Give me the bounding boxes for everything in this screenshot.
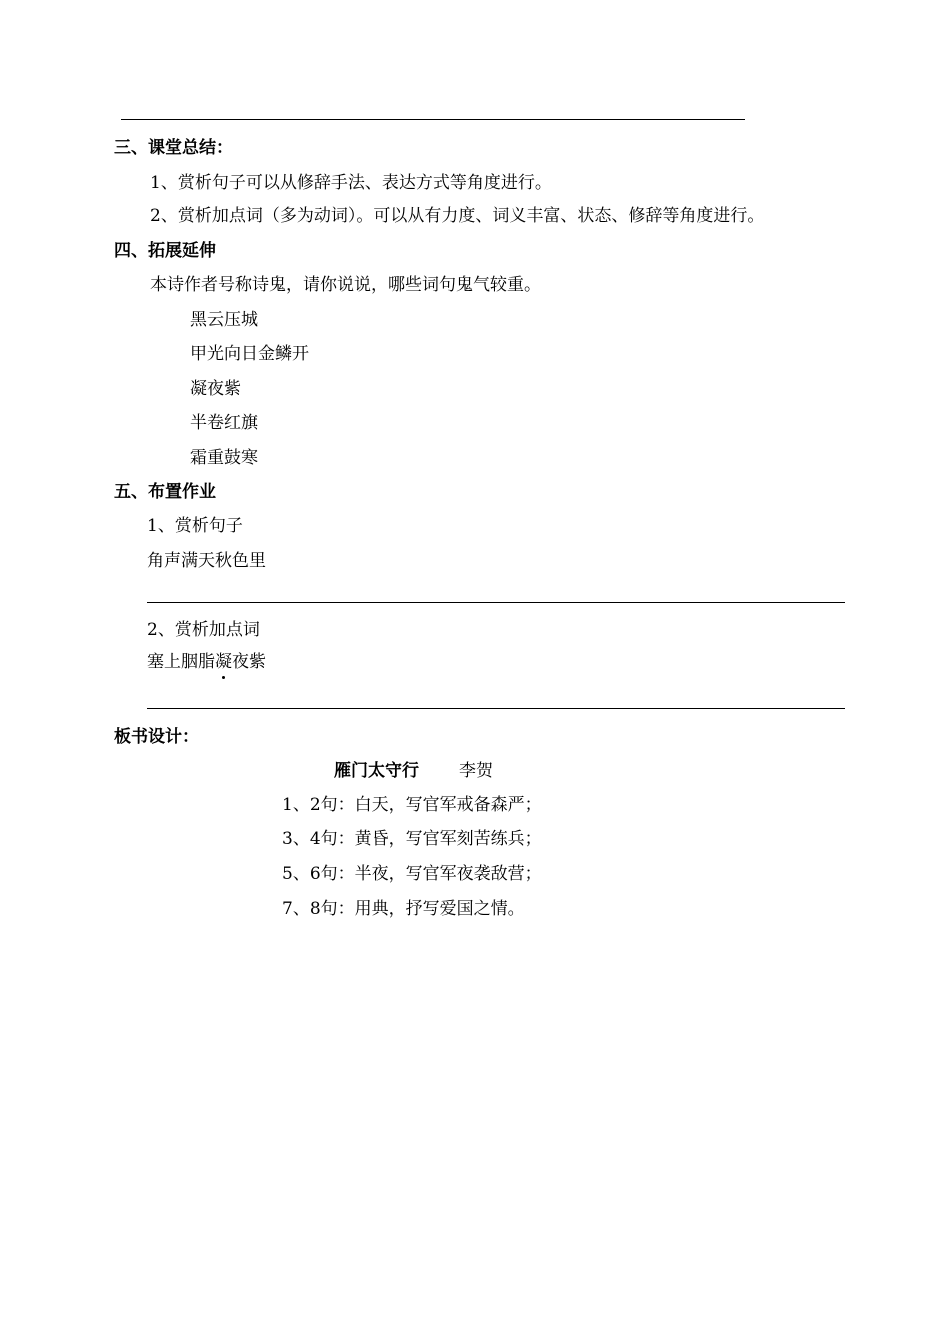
section4-heading: 四、拓展延伸 xyxy=(114,241,216,261)
phrase-5: 霜重鼓寒 xyxy=(190,448,258,468)
board-line-3: 5、6句：半夜，写官军夜袭敌营； xyxy=(282,864,542,884)
phrase-3: 凝夜紫 xyxy=(190,379,241,399)
phrase-1: 黑云压城 xyxy=(190,310,258,330)
answer-line-top xyxy=(121,119,745,120)
task2-label: 2、赏析加点词 xyxy=(147,620,260,640)
board-heading: 板书设计： xyxy=(114,727,199,747)
answer-line-1 xyxy=(147,602,845,603)
poem-title: 雁门太守行 xyxy=(334,761,419,781)
board-line-2: 3、4句：黄昏，写官军刻苦练兵； xyxy=(282,829,542,849)
board-line-4: 7、8句：用典，抒写爱国之情。 xyxy=(282,899,525,919)
section3-heading: 三、课堂总结： xyxy=(114,138,233,158)
task2-text-after: 夜紫 xyxy=(232,652,266,672)
poem-author: 李贺 xyxy=(459,761,493,781)
emphasis-dotted-char: 凝 xyxy=(215,652,232,672)
board-line-1: 1、2句：白天，写官军戒备森严； xyxy=(282,795,542,815)
phrase-4: 半卷红旗 xyxy=(190,413,258,433)
section3-item-1: 1、赏析句子可以从修辞手法、表达方式等角度进行。 xyxy=(150,173,552,193)
answer-line-2 xyxy=(147,708,845,709)
task2-text-before: 塞上胭脂 xyxy=(147,652,215,672)
section3-item-2: 2、赏析加点词（多为动词）。可以从有力度、词义丰富、状态、修辞等角度进行。 xyxy=(150,206,765,226)
task2-line xyxy=(147,651,266,673)
board-title-row xyxy=(334,760,493,782)
phrase-2: 甲光向日金鳞开 xyxy=(190,344,309,364)
section4-prompt: 本诗作者号称诗鬼，请你说说，哪些词句鬼气较重。 xyxy=(150,275,541,295)
section5-heading: 五、布置作业 xyxy=(114,482,216,502)
task1-line: 角声满天秋色里 xyxy=(147,551,266,571)
task1-label: 1、赏析句子 xyxy=(147,516,243,536)
